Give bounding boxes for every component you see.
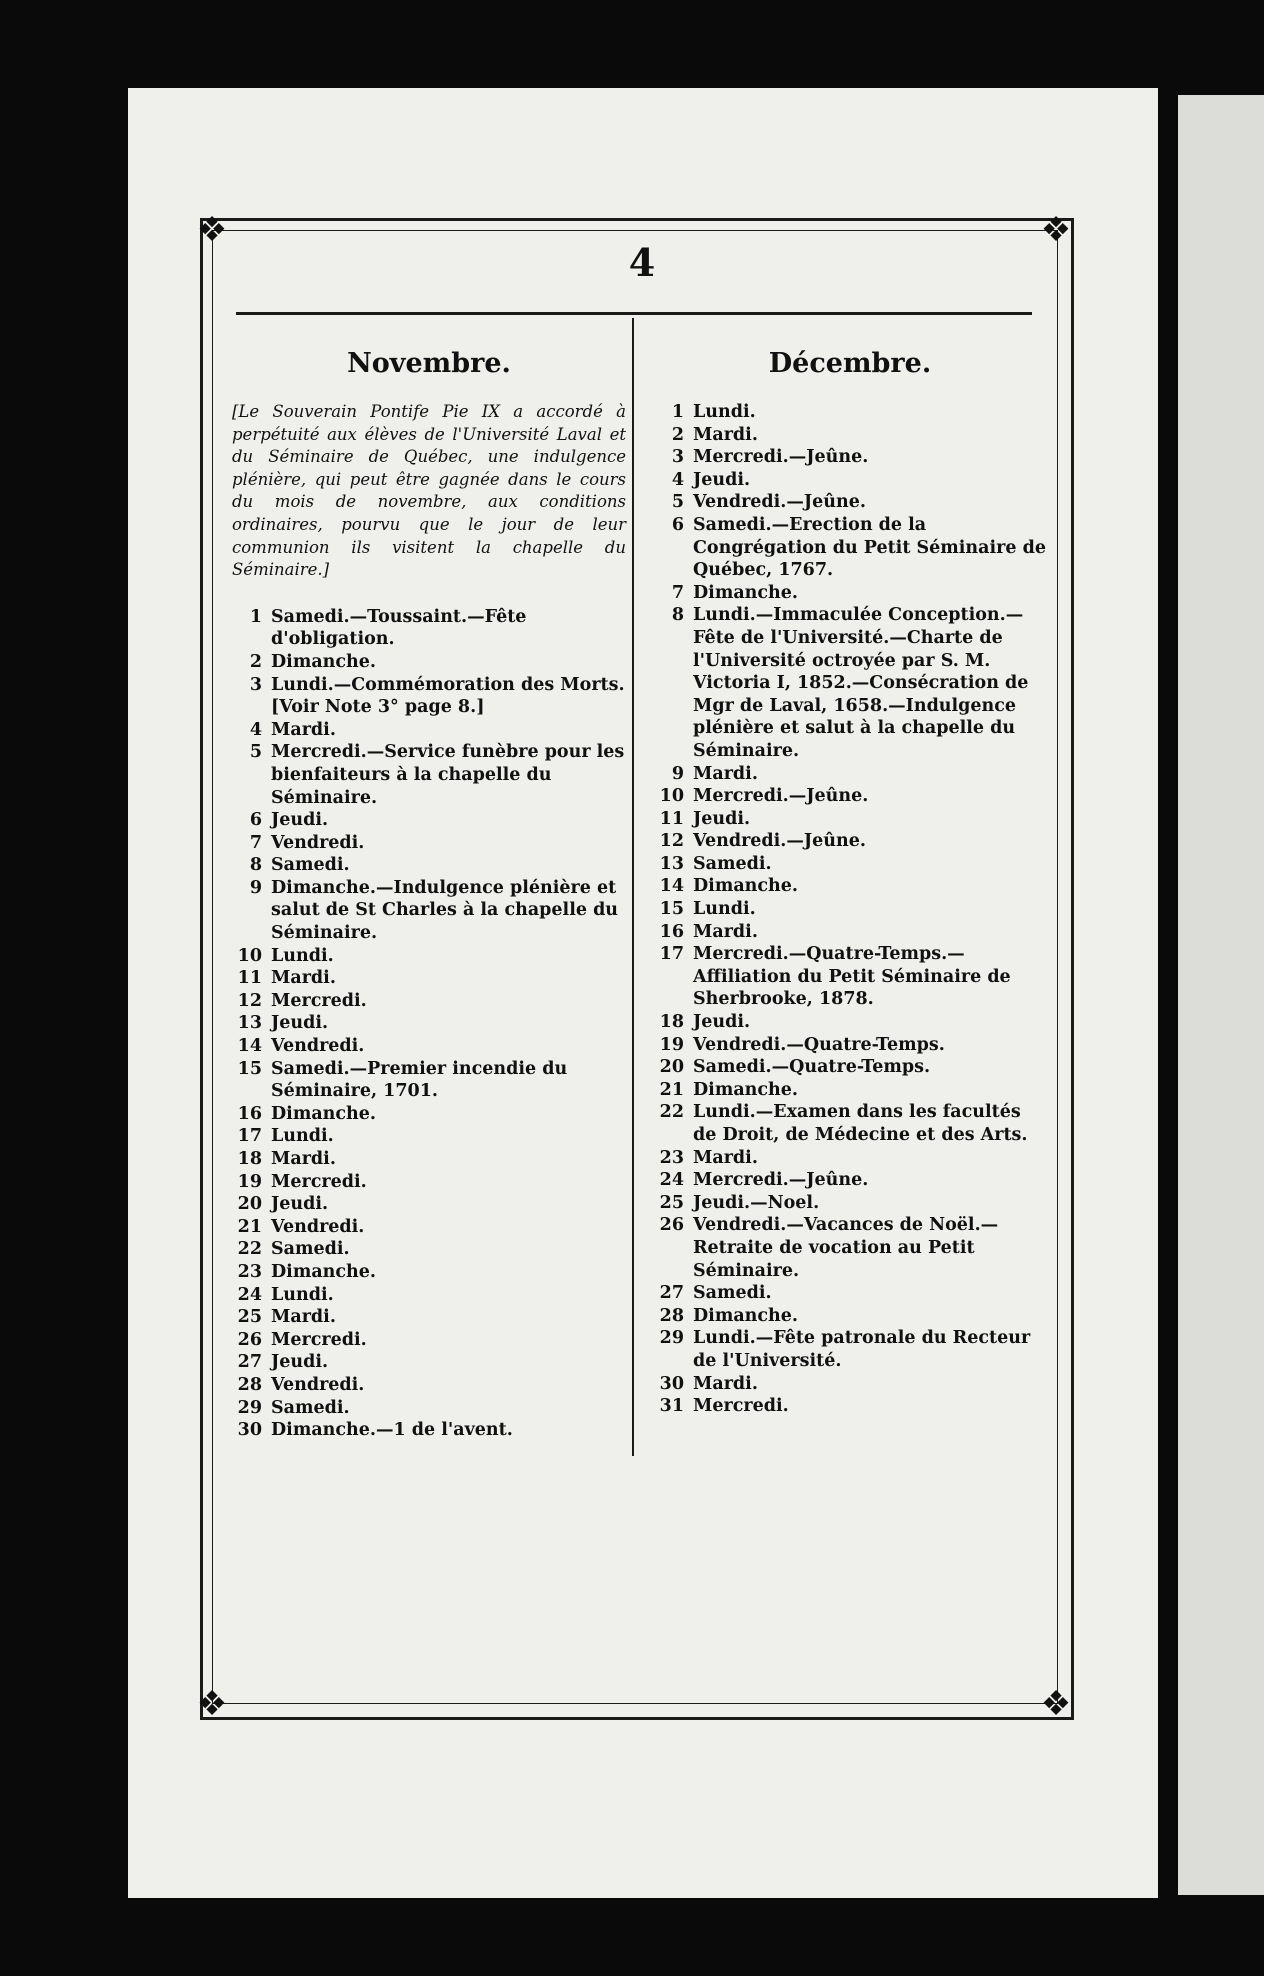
calendar-entry <box>232 1193 626 1216</box>
calendar-day-text: Samedi. <box>693 853 772 874</box>
calendar-entry <box>232 1103 626 1126</box>
calendar-day-number: 5 <box>671 492 684 513</box>
calendar-day-number: 27 <box>659 1283 684 1304</box>
calendar-day-number: 15 <box>659 899 684 920</box>
calendar-day-number: 2 <box>671 424 684 445</box>
calendar-day-number: 17 <box>237 1126 262 1147</box>
calendar-day-number: 11 <box>237 968 262 989</box>
calendar-day-number: 7 <box>671 582 684 603</box>
calendar-day-text: Vendredi.—Jeûne. <box>693 831 866 852</box>
calendar-day-text: Mercredi. <box>271 990 367 1011</box>
calendar-entry <box>654 1147 1046 1170</box>
calendar-entry <box>654 1305 1046 1328</box>
calendar-day-number: 9 <box>249 877 262 898</box>
corner-ornament-top-left: ❖ <box>196 210 228 250</box>
december-column <box>654 348 1046 1418</box>
calendar-day-number: 7 <box>249 832 262 853</box>
calendar-entry <box>232 1058 626 1103</box>
calendar-entry <box>654 763 1046 786</box>
calendar-entry <box>654 1034 1046 1057</box>
calendar-day-text: Dimanche. <box>271 1103 377 1124</box>
calendar-day-text: Samedi.—Erection de la Congrégation du Petit Séminaire de Québec, 1767. <box>693 514 1046 581</box>
calendar-day-number: 22 <box>659 1102 684 1123</box>
calendar-entry <box>232 1012 626 1035</box>
calendar-entry <box>654 1282 1046 1305</box>
calendar-day-text: Mardi. <box>693 1373 758 1394</box>
calendar-day-number: 1 <box>671 402 684 422</box>
calendar-day-number: 17 <box>659 944 684 965</box>
calendar-entry <box>232 832 626 855</box>
calendar-day-number: 19 <box>659 1034 684 1055</box>
calendar-day-number: 3 <box>671 447 684 468</box>
calendar-day-text: Lundi. <box>693 402 756 422</box>
calendar-day-number: 5 <box>249 742 262 763</box>
calendar-day-text: Mardi. <box>271 719 336 740</box>
calendar-entry <box>232 809 626 832</box>
calendar-day-text: Vendredi. <box>271 1036 365 1057</box>
column-divider <box>632 318 634 1456</box>
calendar-entry <box>232 741 626 809</box>
calendar-day-text: Lundi.—Fête patronale du Recteur de l'Université. <box>693 1328 1031 1371</box>
calendar-entry <box>232 1035 626 1058</box>
calendar-entry <box>654 1395 1046 1418</box>
calendar-day-number: 4 <box>249 719 262 740</box>
calendar-day-number: 2 <box>249 651 262 672</box>
calendar-day-number: 25 <box>659 1192 684 1213</box>
corner-ornament-bottom-right: ❖ <box>1040 1684 1072 1724</box>
november-intro-note: [Le Souverain Pontife Pie IX a accordé à perpétuité aux élèves de l'Université Laval et du Séminaire de Québec, une indulgence plénière, qui peut être gagnée dans le cours du mois de novembre, aux conditions ordinaires, pourvu que le jour de leur communion ils visitent la chapelle du Séminaire.] <box>232 402 626 580</box>
calendar-day-number: 29 <box>659 1328 684 1349</box>
calendar-entry <box>232 651 626 674</box>
corner-ornament-top-right: ❖ <box>1040 210 1072 250</box>
calendar-day-text: Mardi. <box>693 763 758 784</box>
calendar-day-text: Jeudi. <box>271 1352 329 1373</box>
calendar-entry <box>654 853 1046 876</box>
calendar-day-text: Dimanche. <box>693 876 799 897</box>
calendar-day-number: 12 <box>237 990 262 1011</box>
calendar-day-text: Jeudi. <box>693 1012 751 1033</box>
calendar-day-text: Samedi. <box>271 1397 350 1418</box>
calendar-entry <box>232 606 626 651</box>
calendar-day-number: 8 <box>249 855 262 876</box>
calendar-day-number: 16 <box>659 921 684 942</box>
calendar-entry <box>232 1374 626 1397</box>
calendar-day-number: 22 <box>237 1239 262 1260</box>
calendar-day-text: Mardi. <box>271 968 336 989</box>
header-rule <box>236 312 1032 315</box>
calendar-entry <box>654 1214 1046 1282</box>
calendar-day-text: Lundi. <box>271 945 334 966</box>
calendar-day-number: 13 <box>659 853 684 874</box>
calendar-day-number: 19 <box>237 1171 262 1192</box>
calendar-day-text: Dimanche. <box>693 1305 799 1326</box>
calendar-day-number: 15 <box>237 1058 262 1079</box>
calendar-entry <box>232 1306 626 1329</box>
calendar-day-number: 24 <box>237 1284 262 1305</box>
calendar-entry <box>232 877 626 945</box>
calendar-day-number: 18 <box>237 1149 262 1169</box>
calendar-day-number: 6 <box>671 514 684 535</box>
calendar-day-text: Vendredi. <box>271 1374 365 1395</box>
calendar-day-text: Lundi. <box>693 899 756 920</box>
calendar-day-text: Jeudi. <box>693 808 751 829</box>
calendar-day-number: 28 <box>237 1374 262 1395</box>
calendar-day-text: Mercredi.—Service funèbre pour les bienfaiteurs à la chapelle du Séminaire. <box>271 742 625 808</box>
calendar-day-text: Mercredi.—Jeûne. <box>693 786 869 807</box>
calendar-day-text: Vendredi.—Quatre-Temps. <box>693 1034 945 1055</box>
calendar-day-number: 16 <box>237 1103 262 1124</box>
calendar-entry <box>654 1079 1046 1102</box>
calendar-day-text: Jeudi. <box>271 1194 329 1215</box>
calendar-day-text: Lundi. <box>271 1126 334 1147</box>
calendar-day-text: Lundi.—Commémoration des Morts. [Voir Note 3° page 8.] <box>271 674 625 718</box>
calendar-entry <box>654 1327 1046 1372</box>
calendar-day-number: 8 <box>671 605 684 626</box>
corner-ornament-bottom-left: ❖ <box>196 1684 228 1724</box>
calendar-day-text: Dimanche.—1 de l'avent. <box>271 1420 513 1441</box>
calendar-day-text: Lundi.—Examen dans les facultés de Droit, de Médecine et des Arts. <box>693 1102 1028 1145</box>
calendar-entry <box>654 1011 1046 1034</box>
calendar-day-text: Samedi. <box>271 855 350 876</box>
calendar-day-number: 28 <box>659 1305 684 1326</box>
calendar-day-text: Samedi.—Premier incendie du Séminaire, 1701. <box>271 1058 568 1102</box>
calendar-day-number: 23 <box>659 1147 684 1168</box>
calendar-entry <box>654 491 1046 514</box>
calendar-day-text: Mercredi. <box>693 1396 789 1417</box>
calendar-entry <box>654 808 1046 831</box>
december-entries <box>654 401 1046 1418</box>
calendar-entry <box>232 945 626 968</box>
calendar-day-number: 10 <box>659 786 684 807</box>
calendar-entry <box>654 446 1046 469</box>
calendar-day-text: Vendredi.—Vacances de Noël.—Retraite de vocation au Petit Séminaire. <box>693 1215 999 1281</box>
calendar-day-text: Dimanche. <box>271 651 377 672</box>
calendar-day-text: Lundi. <box>271 1284 334 1305</box>
calendar-day-number: 23 <box>237 1261 262 1282</box>
calendar-entry <box>654 514 1046 582</box>
calendar-entry <box>654 921 1046 944</box>
calendar-day-number: 26 <box>659 1215 684 1236</box>
calendar-day-text: Dimanche.—Indulgence plénière et salut de St Charles à la chapelle du Séminaire. <box>271 877 619 944</box>
calendar-entry <box>654 469 1046 492</box>
calendar-entry <box>232 674 626 719</box>
calendar-day-text: Dimanche. <box>271 1261 377 1282</box>
calendar-day-text: Dimanche. <box>693 582 799 603</box>
calendar-entry <box>654 898 1046 921</box>
november-heading: Novembre. <box>347 348 511 379</box>
calendar-entry <box>232 1261 626 1284</box>
december-heading: Décembre. <box>768 348 932 379</box>
calendar-day-text: Vendredi.—Jeûne. <box>693 492 866 513</box>
calendar-day-number: 26 <box>237 1329 262 1350</box>
calendar-day-number: 27 <box>237 1352 262 1373</box>
calendar-day-number: 29 <box>237 1397 262 1418</box>
calendar-entry <box>654 943 1046 1011</box>
calendar-day-text: Mercredi. <box>271 1329 367 1350</box>
calendar-day-number: 24 <box>659 1170 684 1191</box>
calendar-entry <box>654 1056 1046 1079</box>
adjacent-page-edge <box>1178 95 1264 1895</box>
calendar-entry <box>654 785 1046 808</box>
calendar-day-number: 14 <box>237 1036 262 1057</box>
calendar-day-text: Mercredi.—Jeûne. <box>693 447 869 468</box>
calendar-day-text: Mardi. <box>693 921 758 942</box>
november-column <box>232 348 626 1442</box>
calendar-entry <box>654 875 1046 898</box>
calendar-day-number: 14 <box>659 876 684 897</box>
calendar-day-text: Samedi. <box>271 1239 350 1260</box>
calendar-day-number: 20 <box>659 1057 684 1078</box>
calendar-day-number: 9 <box>671 763 684 784</box>
calendar-entry <box>232 1284 626 1307</box>
calendar-day-number: 6 <box>249 810 262 831</box>
calendar-entry <box>232 1148 626 1171</box>
calendar-day-text: Jeudi. <box>271 1013 329 1034</box>
calendar-entry <box>232 1125 626 1148</box>
calendar-entry <box>654 1169 1046 1192</box>
calendar-entry <box>232 1419 626 1442</box>
calendar-entry <box>654 604 1046 762</box>
calendar-entry <box>232 1397 626 1420</box>
calendar-day-number: 25 <box>237 1307 262 1328</box>
calendar-entry <box>654 424 1046 447</box>
calendar-day-number: 21 <box>659 1079 684 1100</box>
calendar-day-text: Jeudi.—Noel. <box>693 1192 820 1213</box>
calendar-day-number: 12 <box>659 831 684 852</box>
calendar-entry <box>654 582 1046 605</box>
calendar-day-number: 1 <box>249 606 262 627</box>
calendar-day-text: Samedi. <box>693 1283 772 1304</box>
calendar-day-text: Jeudi. <box>271 810 329 831</box>
calendar-day-number: 10 <box>237 945 262 966</box>
calendar-day-number: 4 <box>671 469 684 490</box>
calendar-entry <box>654 1101 1046 1146</box>
calendar-entry <box>232 1329 626 1352</box>
calendar-entry <box>232 719 626 742</box>
calendar-entry <box>654 830 1046 853</box>
calendar-day-number: 18 <box>659 1012 684 1033</box>
calendar-day-text: Samedi.—Quatre-Temps. <box>693 1057 931 1078</box>
calendar-entry <box>654 1373 1046 1396</box>
calendar-day-number: 3 <box>249 674 262 695</box>
calendar-day-number: 21 <box>237 1216 262 1237</box>
calendar-entry <box>232 1238 626 1261</box>
calendar-day-text: Vendredi. <box>271 1216 365 1237</box>
calendar-day-text: Mercredi. <box>271 1171 367 1192</box>
november-entries <box>232 606 626 1442</box>
calendar-day-number: 30 <box>237 1420 262 1441</box>
calendar-entry <box>232 1351 626 1374</box>
calendar-entry <box>654 401 1046 424</box>
calendar-day-text: Lundi.—Immaculée Conception.—Fête de l'Université.—Charte de l'Université octroyée par S. M. Victoria I, 1852.—Consécration de Mgr de Laval, 1658.—Indulgence plénière et salut à la chapelle du Séminaire. <box>693 605 1029 761</box>
page-number: 4 <box>628 240 656 285</box>
calendar-day-text: Mardi. <box>271 1149 336 1169</box>
calendar-day-number: 20 <box>237 1194 262 1215</box>
calendar-entry <box>232 990 626 1013</box>
calendar-entry <box>232 1216 626 1239</box>
calendar-entry <box>232 1171 626 1194</box>
calendar-entry <box>232 967 626 990</box>
calendar-day-text: Dimanche. <box>693 1079 799 1100</box>
calendar-day-text: Vendredi. <box>271 832 365 853</box>
calendar-day-number: 11 <box>659 808 684 829</box>
calendar-day-number: 30 <box>659 1373 684 1394</box>
calendar-day-text: Samedi.—Toussaint.—Fête d'obligation. <box>271 606 527 650</box>
calendar-day-number: 31 <box>659 1396 684 1417</box>
calendar-entry <box>654 1192 1046 1215</box>
calendar-day-text: Mardi. <box>693 1147 758 1168</box>
calendar-day-text: Mercredi.—Jeûne. <box>693 1170 869 1191</box>
calendar-day-text: Mardi. <box>271 1307 336 1328</box>
calendar-entry <box>232 854 626 877</box>
calendar-day-text: Mardi. <box>693 424 758 445</box>
calendar-day-text: Jeudi. <box>693 469 751 490</box>
calendar-day-text: Mercredi.—Quatre-Temps.—Affiliation du Petit Séminaire de Sherbrooke, 1878. <box>693 944 1011 1010</box>
calendar-day-number: 13 <box>237 1013 262 1034</box>
